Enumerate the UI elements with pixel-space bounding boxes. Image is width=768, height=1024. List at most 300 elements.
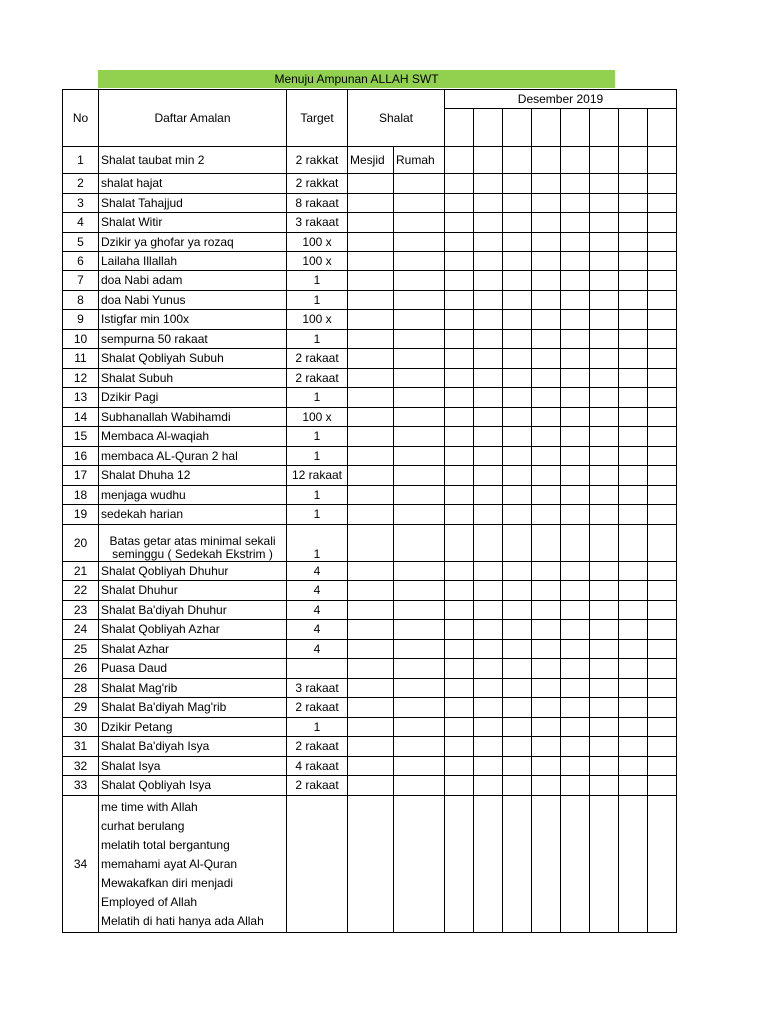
day-check-cell[interactable] xyxy=(532,486,561,505)
day-check-cell[interactable] xyxy=(532,796,561,933)
day-check-cell[interactable] xyxy=(474,581,503,601)
day-check-cell[interactable] xyxy=(474,737,503,757)
day-check-cell[interactable] xyxy=(590,291,619,310)
day-check-cell[interactable] xyxy=(445,310,474,330)
shalat-rumah-cell[interactable] xyxy=(394,252,445,271)
day-check-cell[interactable] xyxy=(474,194,503,213)
day-check-cell[interactable] xyxy=(648,659,677,679)
day-check-cell[interactable] xyxy=(445,505,474,525)
day-check-cell[interactable] xyxy=(590,640,619,659)
day-check-cell[interactable] xyxy=(590,174,619,194)
shalat-mesjid-cell[interactable] xyxy=(348,310,394,330)
day-check-cell[interactable] xyxy=(561,349,590,369)
day-check-cell[interactable] xyxy=(445,388,474,408)
day-check-cell[interactable] xyxy=(532,447,561,466)
day-check-cell[interactable] xyxy=(590,369,619,388)
day-check-cell[interactable] xyxy=(474,757,503,776)
shalat-rumah-cell[interactable] xyxy=(394,525,445,562)
day-check-cell[interactable] xyxy=(445,737,474,757)
day-check-cell[interactable] xyxy=(590,447,619,466)
shalat-mesjid-cell[interactable] xyxy=(348,640,394,659)
day-check-cell[interactable] xyxy=(648,718,677,737)
shalat-mesjid-cell[interactable] xyxy=(348,427,394,447)
day-check-cell[interactable] xyxy=(532,562,561,581)
day-check-cell[interactable] xyxy=(648,330,677,349)
day-check-cell[interactable] xyxy=(619,718,648,737)
shalat-mesjid-cell[interactable] xyxy=(348,349,394,369)
day-check-cell[interactable] xyxy=(503,194,532,213)
day-check-cell[interactable] xyxy=(561,737,590,757)
shalat-rumah-cell[interactable] xyxy=(394,505,445,525)
day-check-cell[interactable] xyxy=(619,310,648,330)
day-check-cell[interactable] xyxy=(561,369,590,388)
day-check-cell[interactable] xyxy=(648,310,677,330)
day-check-cell[interactable] xyxy=(474,776,503,796)
day-check-cell[interactable] xyxy=(648,174,677,194)
day-check-cell[interactable] xyxy=(474,447,503,466)
day-check-cell[interactable] xyxy=(648,271,677,291)
shalat-mesjid-cell[interactable] xyxy=(348,194,394,213)
day-check-cell[interactable] xyxy=(445,330,474,349)
day-check-cell[interactable] xyxy=(619,640,648,659)
shalat-mesjid-cell[interactable] xyxy=(348,620,394,640)
shalat-mesjid-cell[interactable] xyxy=(348,233,394,252)
day-check-cell[interactable] xyxy=(503,466,532,486)
day-check-cell[interactable] xyxy=(619,525,648,562)
day-check-cell[interactable] xyxy=(648,486,677,505)
day-check-cell[interactable] xyxy=(561,659,590,679)
day-check-cell[interactable] xyxy=(648,757,677,776)
day-check-cell[interactable] xyxy=(503,581,532,601)
day-check-cell[interactable] xyxy=(561,408,590,427)
shalat-rumah-cell[interactable] xyxy=(394,310,445,330)
day-check-cell[interactable] xyxy=(532,147,561,174)
day-check-cell[interactable] xyxy=(561,252,590,271)
day-check-cell[interactable] xyxy=(445,427,474,447)
shalat-rumah-cell[interactable]: Rumah xyxy=(394,147,445,174)
shalat-rumah-cell[interactable] xyxy=(394,174,445,194)
day-check-cell[interactable] xyxy=(648,388,677,408)
day-check-cell[interactable] xyxy=(619,330,648,349)
day-check-cell[interactable] xyxy=(619,757,648,776)
day-check-cell[interactable] xyxy=(561,679,590,698)
day-check-cell[interactable] xyxy=(474,796,503,933)
day-check-cell[interactable] xyxy=(474,562,503,581)
day-check-cell[interactable] xyxy=(532,233,561,252)
day-check-cell[interactable] xyxy=(532,408,561,427)
day-check-cell[interactable] xyxy=(561,757,590,776)
day-check-cell[interactable] xyxy=(561,427,590,447)
day-check-cell[interactable] xyxy=(503,447,532,466)
shalat-mesjid-cell[interactable] xyxy=(348,581,394,601)
day-check-cell[interactable] xyxy=(619,369,648,388)
shalat-mesjid-cell[interactable] xyxy=(348,271,394,291)
shalat-rumah-cell[interactable] xyxy=(394,408,445,427)
day-check-cell[interactable] xyxy=(445,408,474,427)
shalat-rumah-cell[interactable] xyxy=(394,659,445,679)
day-check-cell[interactable] xyxy=(590,427,619,447)
day-check-cell[interactable] xyxy=(561,194,590,213)
day-check-cell[interactable] xyxy=(648,776,677,796)
day-check-cell[interactable] xyxy=(445,796,474,933)
day-check-cell[interactable] xyxy=(619,252,648,271)
day-check-cell[interactable] xyxy=(503,486,532,505)
day-check-cell[interactable] xyxy=(648,349,677,369)
day-check-cell[interactable] xyxy=(561,213,590,233)
day-check-cell[interactable] xyxy=(561,698,590,718)
day-check-cell[interactable] xyxy=(648,698,677,718)
shalat-mesjid-cell[interactable] xyxy=(348,213,394,233)
day-check-cell[interactable] xyxy=(503,737,532,757)
shalat-rumah-cell[interactable] xyxy=(394,486,445,505)
day-check-cell[interactable] xyxy=(532,213,561,233)
day-check-cell[interactable] xyxy=(590,505,619,525)
day-check-cell[interactable] xyxy=(619,581,648,601)
day-check-cell[interactable] xyxy=(532,776,561,796)
day-check-cell[interactable] xyxy=(445,757,474,776)
day-check-cell[interactable] xyxy=(648,640,677,659)
day-check-cell[interactable] xyxy=(474,349,503,369)
day-check-cell[interactable] xyxy=(503,698,532,718)
day-check-cell[interactable] xyxy=(648,525,677,562)
day-check-cell[interactable] xyxy=(590,562,619,581)
shalat-rumah-cell[interactable] xyxy=(394,620,445,640)
day-check-cell[interactable] xyxy=(532,601,561,620)
day-check-cell[interactable] xyxy=(648,466,677,486)
shalat-mesjid-cell[interactable] xyxy=(348,486,394,505)
shalat-rumah-cell[interactable] xyxy=(394,330,445,349)
day-check-cell[interactable] xyxy=(561,776,590,796)
shalat-mesjid-cell[interactable] xyxy=(348,737,394,757)
shalat-rumah-cell[interactable] xyxy=(394,388,445,408)
shalat-mesjid-cell[interactable] xyxy=(348,562,394,581)
day-check-cell[interactable] xyxy=(590,213,619,233)
day-check-cell[interactable] xyxy=(648,291,677,310)
shalat-rumah-cell[interactable] xyxy=(394,562,445,581)
day-check-cell[interactable] xyxy=(503,601,532,620)
day-check-cell[interactable] xyxy=(474,718,503,737)
day-check-cell[interactable] xyxy=(503,679,532,698)
day-check-cell[interactable] xyxy=(532,698,561,718)
day-check-cell[interactable] xyxy=(561,447,590,466)
shalat-rumah-cell[interactable] xyxy=(394,776,445,796)
day-check-cell[interactable] xyxy=(503,427,532,447)
day-check-cell[interactable] xyxy=(474,486,503,505)
day-check-cell[interactable] xyxy=(503,757,532,776)
day-check-cell[interactable] xyxy=(474,698,503,718)
day-check-cell[interactable] xyxy=(474,291,503,310)
day-check-cell[interactable] xyxy=(619,601,648,620)
shalat-mesjid-cell[interactable] xyxy=(348,659,394,679)
day-check-cell[interactable] xyxy=(503,369,532,388)
day-check-cell[interactable] xyxy=(445,659,474,679)
day-check-cell[interactable] xyxy=(474,466,503,486)
day-check-cell[interactable] xyxy=(561,466,590,486)
day-check-cell[interactable] xyxy=(503,640,532,659)
day-check-cell[interactable] xyxy=(590,271,619,291)
day-check-cell[interactable] xyxy=(474,620,503,640)
day-check-cell[interactable] xyxy=(619,486,648,505)
day-check-cell[interactable] xyxy=(532,525,561,562)
shalat-rumah-cell[interactable] xyxy=(394,271,445,291)
day-check-cell[interactable] xyxy=(503,310,532,330)
day-check-cell[interactable] xyxy=(648,427,677,447)
day-check-cell[interactable] xyxy=(445,147,474,174)
day-check-cell[interactable] xyxy=(503,562,532,581)
day-check-cell[interactable] xyxy=(503,271,532,291)
day-check-cell[interactable] xyxy=(532,659,561,679)
day-check-cell[interactable] xyxy=(590,796,619,933)
day-check-cell[interactable] xyxy=(532,620,561,640)
day-check-cell[interactable] xyxy=(503,505,532,525)
day-check-cell[interactable] xyxy=(619,194,648,213)
day-check-cell[interactable] xyxy=(590,737,619,757)
shalat-mesjid-cell[interactable] xyxy=(348,291,394,310)
day-check-cell[interactable] xyxy=(561,796,590,933)
shalat-mesjid-cell[interactable] xyxy=(348,408,394,427)
day-check-cell[interactable] xyxy=(590,620,619,640)
day-check-cell[interactable] xyxy=(561,174,590,194)
day-check-cell[interactable] xyxy=(561,233,590,252)
day-check-cell[interactable] xyxy=(648,408,677,427)
day-check-cell[interactable] xyxy=(532,505,561,525)
day-check-cell[interactable] xyxy=(590,776,619,796)
day-check-cell[interactable] xyxy=(619,698,648,718)
day-check-cell[interactable] xyxy=(648,679,677,698)
day-check-cell[interactable] xyxy=(648,737,677,757)
day-check-cell[interactable] xyxy=(474,213,503,233)
day-check-cell[interactable] xyxy=(445,466,474,486)
day-check-cell[interactable] xyxy=(474,233,503,252)
day-check-cell[interactable] xyxy=(590,252,619,271)
day-check-cell[interactable] xyxy=(561,330,590,349)
shalat-rumah-cell[interactable] xyxy=(394,757,445,776)
day-check-cell[interactable] xyxy=(619,427,648,447)
day-check-cell[interactable] xyxy=(590,679,619,698)
shalat-rumah-cell[interactable] xyxy=(394,679,445,698)
day-check-cell[interactable] xyxy=(532,271,561,291)
day-check-cell[interactable] xyxy=(561,271,590,291)
day-check-cell[interactable] xyxy=(590,233,619,252)
day-check-cell[interactable] xyxy=(590,310,619,330)
day-check-cell[interactable] xyxy=(532,349,561,369)
day-check-cell[interactable] xyxy=(503,718,532,737)
day-check-cell[interactable] xyxy=(532,737,561,757)
day-check-cell[interactable] xyxy=(619,659,648,679)
day-check-cell[interactable] xyxy=(619,349,648,369)
day-check-cell[interactable] xyxy=(561,505,590,525)
day-check-cell[interactable] xyxy=(474,640,503,659)
day-check-cell[interactable] xyxy=(445,447,474,466)
day-check-cell[interactable] xyxy=(474,427,503,447)
day-check-cell[interactable] xyxy=(474,147,503,174)
day-check-cell[interactable] xyxy=(445,640,474,659)
day-check-cell[interactable] xyxy=(474,330,503,349)
day-check-cell[interactable] xyxy=(445,213,474,233)
day-check-cell[interactable] xyxy=(503,659,532,679)
shalat-rumah-cell[interactable] xyxy=(394,796,445,933)
day-check-cell[interactable] xyxy=(590,330,619,349)
day-check-cell[interactable] xyxy=(532,679,561,698)
day-check-cell[interactable] xyxy=(503,776,532,796)
day-check-cell[interactable] xyxy=(648,213,677,233)
day-check-cell[interactable] xyxy=(619,408,648,427)
day-check-cell[interactable] xyxy=(590,698,619,718)
day-check-cell[interactable] xyxy=(648,369,677,388)
day-check-cell[interactable] xyxy=(561,718,590,737)
shalat-rumah-cell[interactable] xyxy=(394,233,445,252)
day-check-cell[interactable] xyxy=(445,525,474,562)
shalat-mesjid-cell[interactable] xyxy=(348,388,394,408)
day-check-cell[interactable] xyxy=(561,581,590,601)
day-check-cell[interactable] xyxy=(474,505,503,525)
day-check-cell[interactable] xyxy=(648,601,677,620)
day-check-cell[interactable] xyxy=(590,408,619,427)
day-check-cell[interactable] xyxy=(474,525,503,562)
shalat-rumah-cell[interactable] xyxy=(394,213,445,233)
shalat-mesjid-cell[interactable] xyxy=(348,252,394,271)
day-check-cell[interactable] xyxy=(590,581,619,601)
shalat-rumah-cell[interactable] xyxy=(394,291,445,310)
day-check-cell[interactable] xyxy=(648,252,677,271)
day-check-cell[interactable] xyxy=(619,562,648,581)
day-check-cell[interactable] xyxy=(474,408,503,427)
day-check-cell[interactable] xyxy=(619,271,648,291)
day-check-cell[interactable] xyxy=(532,640,561,659)
day-check-cell[interactable] xyxy=(619,213,648,233)
day-check-cell[interactable] xyxy=(590,466,619,486)
shalat-rumah-cell[interactable] xyxy=(394,581,445,601)
day-check-cell[interactable] xyxy=(474,659,503,679)
shalat-mesjid-cell[interactable]: Mesjid xyxy=(348,147,394,174)
day-check-cell[interactable] xyxy=(532,757,561,776)
day-check-cell[interactable] xyxy=(445,486,474,505)
day-check-cell[interactable] xyxy=(445,252,474,271)
day-check-cell[interactable] xyxy=(590,486,619,505)
day-check-cell[interactable] xyxy=(648,147,677,174)
day-check-cell[interactable] xyxy=(561,640,590,659)
day-check-cell[interactable] xyxy=(590,525,619,562)
shalat-mesjid-cell[interactable] xyxy=(348,466,394,486)
shalat-mesjid-cell[interactable] xyxy=(348,330,394,349)
day-check-cell[interactable] xyxy=(619,737,648,757)
day-check-cell[interactable] xyxy=(648,447,677,466)
day-check-cell[interactable] xyxy=(561,562,590,581)
day-check-cell[interactable] xyxy=(532,194,561,213)
day-check-cell[interactable] xyxy=(474,252,503,271)
day-check-cell[interactable] xyxy=(619,447,648,466)
day-check-cell[interactable] xyxy=(503,147,532,174)
shalat-mesjid-cell[interactable] xyxy=(348,174,394,194)
shalat-mesjid-cell[interactable] xyxy=(348,776,394,796)
day-check-cell[interactable] xyxy=(532,291,561,310)
shalat-rumah-cell[interactable] xyxy=(394,194,445,213)
shalat-rumah-cell[interactable] xyxy=(394,601,445,620)
shalat-mesjid-cell[interactable] xyxy=(348,757,394,776)
shalat-rumah-cell[interactable] xyxy=(394,427,445,447)
day-check-cell[interactable] xyxy=(561,620,590,640)
shalat-rumah-cell[interactable] xyxy=(394,737,445,757)
day-check-cell[interactable] xyxy=(445,271,474,291)
day-check-cell[interactable] xyxy=(590,194,619,213)
day-check-cell[interactable] xyxy=(619,174,648,194)
day-check-cell[interactable] xyxy=(590,147,619,174)
day-check-cell[interactable] xyxy=(648,194,677,213)
day-check-cell[interactable] xyxy=(590,718,619,737)
shalat-mesjid-cell[interactable] xyxy=(348,505,394,525)
day-check-cell[interactable] xyxy=(532,388,561,408)
day-check-cell[interactable] xyxy=(561,147,590,174)
shalat-mesjid-cell[interactable] xyxy=(348,447,394,466)
shalat-rumah-cell[interactable] xyxy=(394,466,445,486)
day-check-cell[interactable] xyxy=(619,505,648,525)
day-check-cell[interactable] xyxy=(503,291,532,310)
day-check-cell[interactable] xyxy=(619,291,648,310)
day-check-cell[interactable] xyxy=(590,659,619,679)
day-check-cell[interactable] xyxy=(445,620,474,640)
day-check-cell[interactable] xyxy=(561,601,590,620)
day-check-cell[interactable] xyxy=(532,252,561,271)
shalat-rumah-cell[interactable] xyxy=(394,718,445,737)
shalat-rumah-cell[interactable] xyxy=(394,447,445,466)
day-check-cell[interactable] xyxy=(590,388,619,408)
day-check-cell[interactable] xyxy=(503,213,532,233)
day-check-cell[interactable] xyxy=(503,620,532,640)
day-check-cell[interactable] xyxy=(619,147,648,174)
day-check-cell[interactable] xyxy=(590,349,619,369)
day-check-cell[interactable] xyxy=(503,330,532,349)
day-check-cell[interactable] xyxy=(590,601,619,620)
shalat-rumah-cell[interactable] xyxy=(394,369,445,388)
day-check-cell[interactable] xyxy=(503,233,532,252)
shalat-rumah-cell[interactable] xyxy=(394,640,445,659)
day-check-cell[interactable] xyxy=(503,174,532,194)
day-check-cell[interactable] xyxy=(532,581,561,601)
day-check-cell[interactable] xyxy=(445,174,474,194)
day-check-cell[interactable] xyxy=(445,601,474,620)
day-check-cell[interactable] xyxy=(445,562,474,581)
day-check-cell[interactable] xyxy=(532,369,561,388)
day-check-cell[interactable] xyxy=(619,388,648,408)
day-check-cell[interactable] xyxy=(474,271,503,291)
shalat-rumah-cell[interactable] xyxy=(394,698,445,718)
day-check-cell[interactable] xyxy=(648,796,677,933)
day-check-cell[interactable] xyxy=(474,310,503,330)
day-check-cell[interactable] xyxy=(445,233,474,252)
day-check-cell[interactable] xyxy=(648,505,677,525)
day-check-cell[interactable] xyxy=(445,349,474,369)
day-check-cell[interactable] xyxy=(561,291,590,310)
shalat-mesjid-cell[interactable] xyxy=(348,601,394,620)
day-check-cell[interactable] xyxy=(445,776,474,796)
day-check-cell[interactable] xyxy=(445,698,474,718)
shalat-mesjid-cell[interactable] xyxy=(348,718,394,737)
shalat-mesjid-cell[interactable] xyxy=(348,369,394,388)
day-check-cell[interactable] xyxy=(445,718,474,737)
shalat-mesjid-cell[interactable] xyxy=(348,525,394,562)
day-check-cell[interactable] xyxy=(648,620,677,640)
shalat-mesjid-cell[interactable] xyxy=(348,679,394,698)
day-check-cell[interactable] xyxy=(648,233,677,252)
day-check-cell[interactable] xyxy=(532,718,561,737)
day-check-cell[interactable] xyxy=(532,174,561,194)
day-check-cell[interactable] xyxy=(532,466,561,486)
day-check-cell[interactable] xyxy=(474,369,503,388)
shalat-mesjid-cell[interactable] xyxy=(348,698,394,718)
day-check-cell[interactable] xyxy=(619,796,648,933)
day-check-cell[interactable] xyxy=(648,562,677,581)
day-check-cell[interactable] xyxy=(619,620,648,640)
